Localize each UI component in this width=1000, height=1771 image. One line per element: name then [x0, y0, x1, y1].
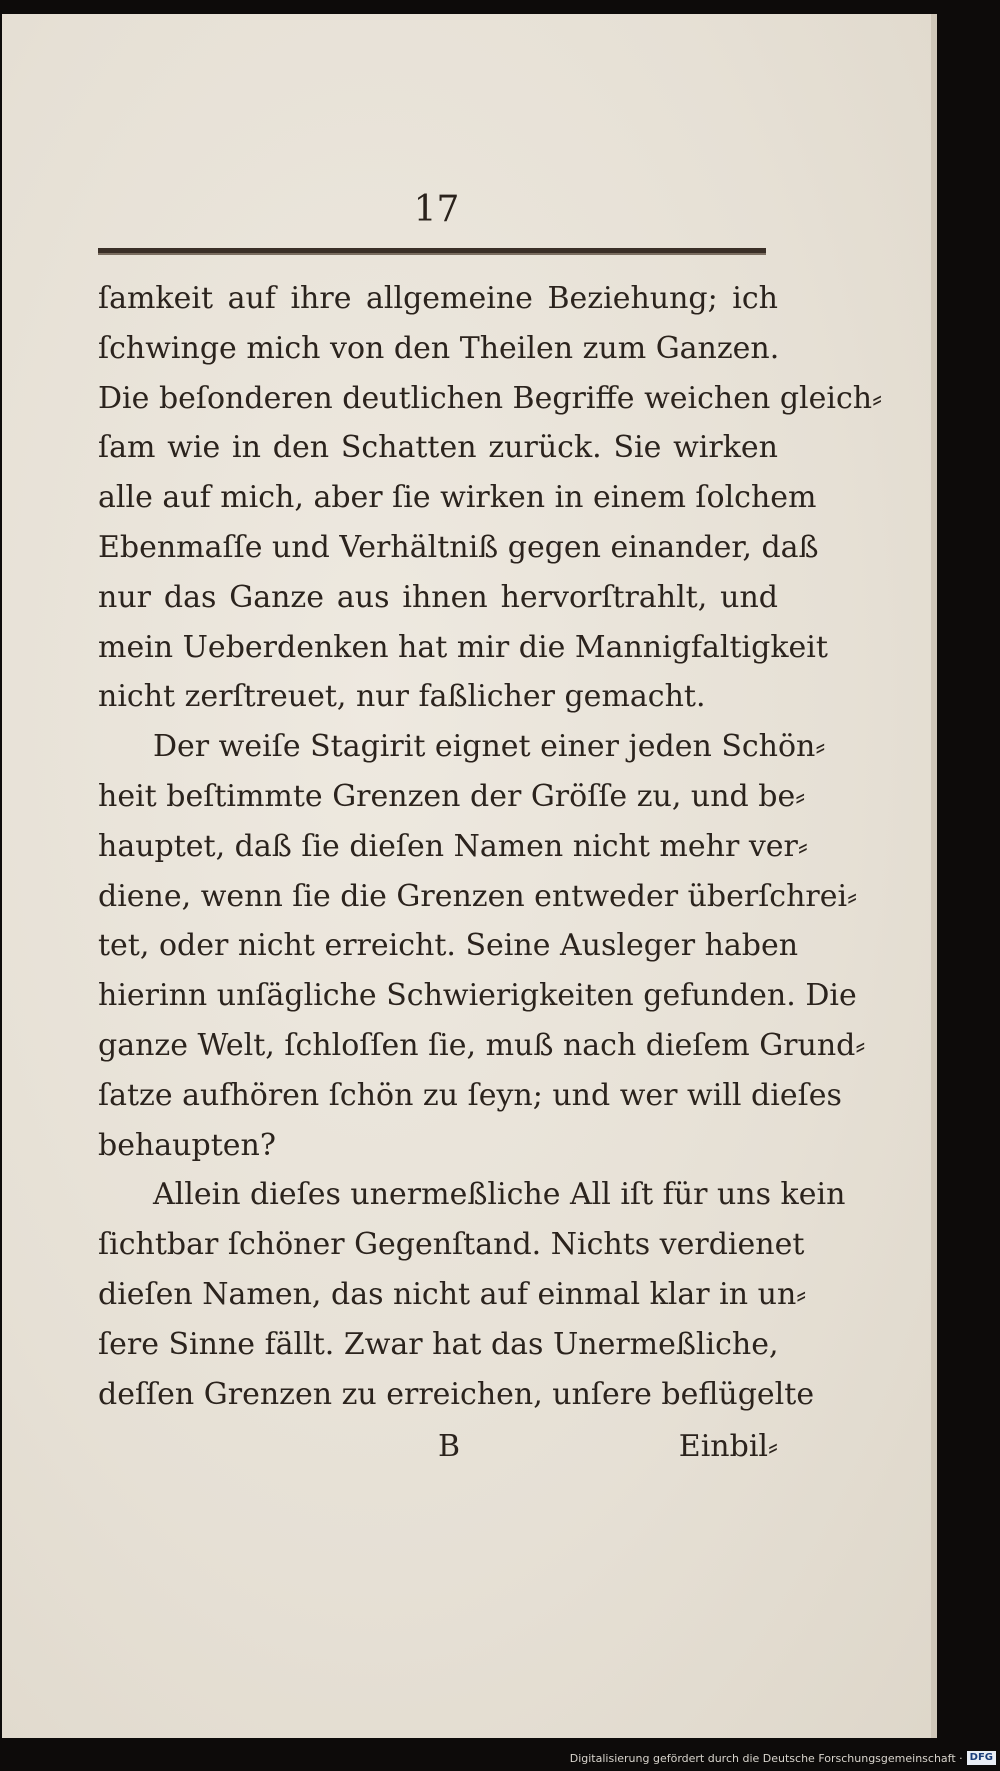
text-line: mein Ueberdenken hat mir die Mannigfaltigkeit [98, 629, 828, 665]
text-line: Ebenmaſſe und Verhältniß gegen einander, daß [98, 529, 819, 565]
page-foot [98, 1422, 778, 1472]
body-text [98, 274, 883, 1419]
page-number: 17 [413, 189, 460, 230]
text-line: ſchwinge mich von den Theilen zum Ganzen. [98, 330, 780, 366]
text-line: Der weiſe Stagirit eignet einer jeden Schön⸗ [153, 729, 826, 765]
text-line: ſam wie in den Schatten zurück. Sie wirken [98, 430, 778, 466]
text-line: heit beſtimmte Grenzen der Gröſſe zu, und be⸗ [98, 778, 806, 814]
text-line: hauptet, daß ſie dieſen Namen nicht mehr ver⸗ [98, 828, 808, 864]
book-page [2, 14, 937, 1738]
text-line: Allein dieſes unermeßliche All iſt für uns kein [153, 1177, 846, 1213]
text-line: tet, oder nicht erreicht. Seine Ausleger haben [98, 928, 799, 964]
text-line: alle auf mich, aber ſie wirken in einem ſolchem [98, 480, 817, 516]
text-line: diene, wenn ſie die Grenzen entweder überſchrei⸗ [98, 878, 858, 914]
text-line: nur das Ganze aus ihnen hervorſtrahlt, und [98, 579, 778, 615]
text-line: ſere Sinne fällt. Zwar hat das Unermeßliche, [98, 1326, 779, 1362]
text-line: Die beſonderen deutlichen Begriffe weichen gleich⸗ [98, 380, 883, 416]
text-line: dieſen Namen, das nicht auf einmal klar in un⸗ [98, 1276, 807, 1312]
digitization-credit [570, 1749, 996, 1767]
text-line: ganze Welt, ſchloſſen ſie, muß nach dieſem Grund⸗ [98, 1027, 866, 1063]
text-line: nicht zerſtreuet, nur faßlicher gemacht. [98, 679, 706, 715]
credit-text: Digitalisierung gefördert durch die Deutsche Forschungsgemeinschaft · [569, 1751, 963, 1765]
text-line: behaupten? [98, 1127, 276, 1163]
text-line: ſamkeit auf ihre allgemeine Beziehung; ich [98, 281, 778, 316]
text-line: hierinn unſägliche Schwierigkeiten gefunden. Die [98, 978, 857, 1014]
signature-mark: B [438, 1429, 461, 1464]
text-line: deſſen Grenzen zu erreichen, unſere beflügelte [98, 1376, 815, 1412]
text-line: ſatze aufhören ſchön zu ſeyn; und wer will dieſes [98, 1077, 842, 1113]
header-rule [98, 248, 766, 255]
text-line: ſichtbar ſchöner Gegenſtand. Nichts verdienet [98, 1227, 805, 1263]
catchword: Einbil⸗ [678, 1429, 778, 1464]
dfg-logo: DFG [967, 1751, 996, 1765]
